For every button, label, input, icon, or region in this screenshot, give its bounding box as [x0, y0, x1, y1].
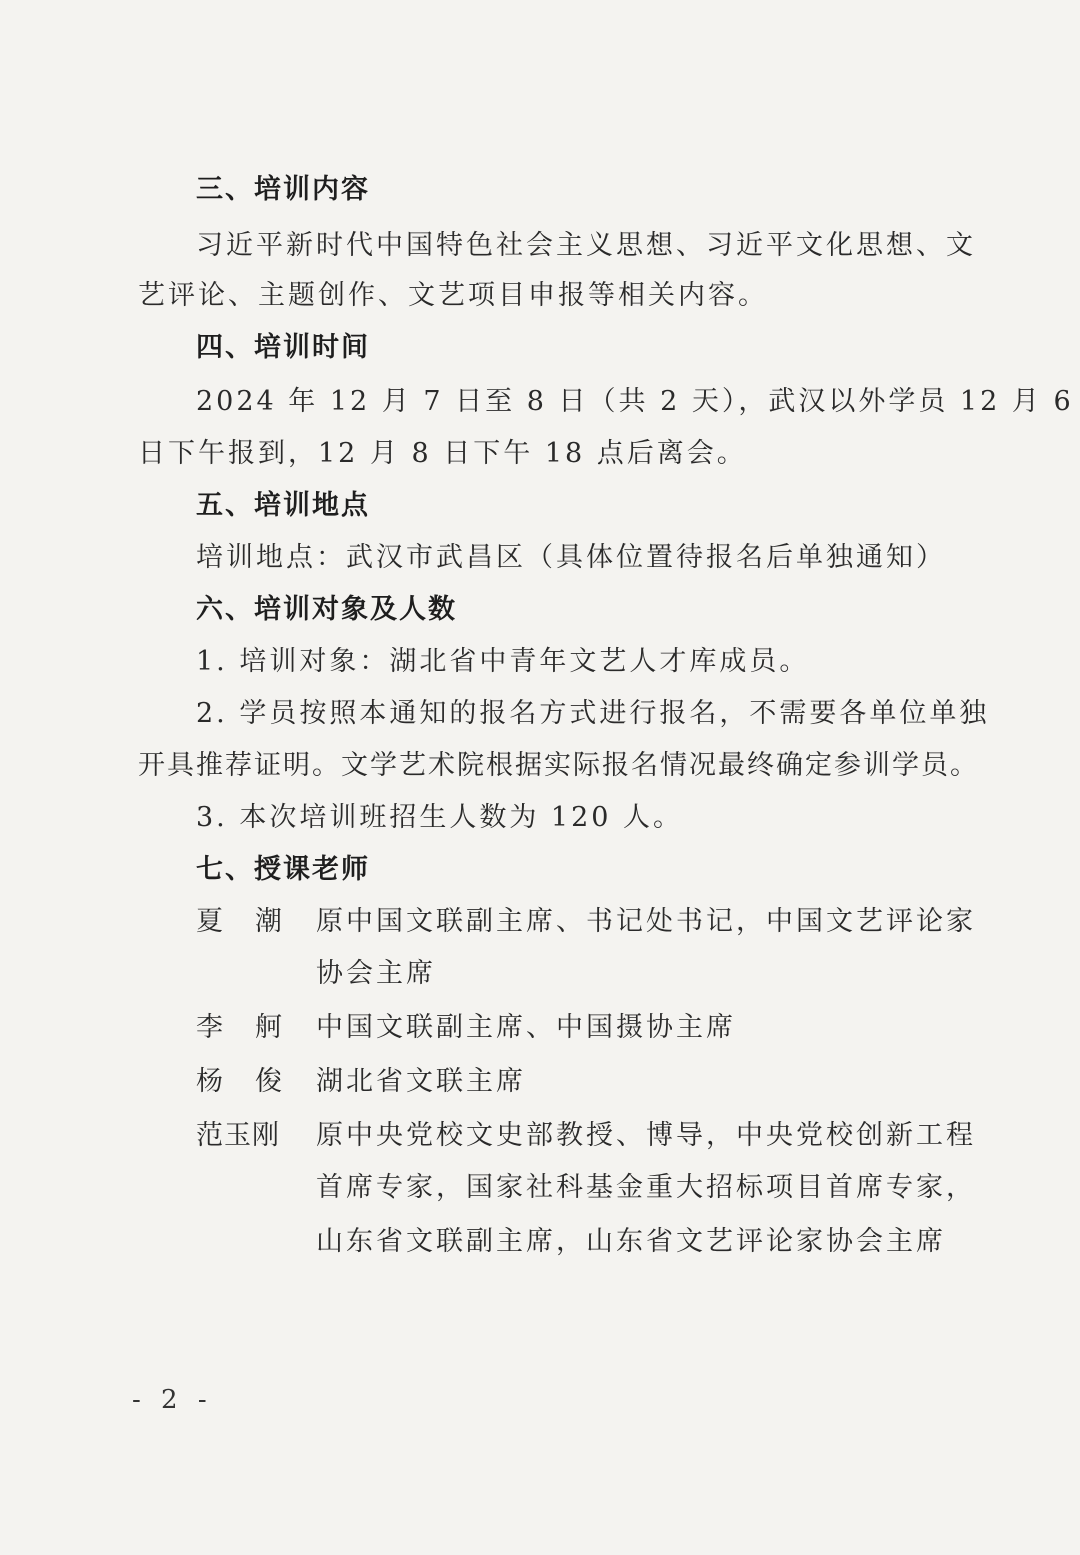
teacher-name-char: 舸	[255, 1012, 282, 1043]
paragraph-line: 培训地点：武汉市武昌区（具体位置待报名后单独通知）	[196, 542, 946, 573]
teacher-name	[196, 1062, 282, 1102]
page-number: - 2 -	[132, 1385, 213, 1415]
paragraph-line: 艺评论、主题创作、文艺项目申报等相关内容。	[138, 280, 768, 311]
teacher-title: 协会主席	[316, 958, 436, 989]
section-heading-training-participants: 六、培训对象及人数	[196, 594, 457, 625]
paragraph-line: 开具推荐证明。文学艺术院根据实际报名情况最终确定参训学员。	[138, 750, 979, 781]
list-item: 1. 培训对象：湖北省中青年文艺人才库成员。	[196, 646, 810, 677]
teacher-name: 范玉刚	[196, 1120, 280, 1151]
teacher-title: 原中国文联副主席、书记处书记，中国文艺评论家	[316, 906, 976, 937]
paragraph-line: 2024 年 12 月 7 日至 8 日（共 2 天），武汉以外学员 12 月 6	[196, 386, 1074, 417]
section-heading-training-location: 五、培训地点	[196, 490, 370, 521]
teacher-name-char: 杨	[196, 1066, 223, 1097]
teacher-name	[196, 902, 282, 942]
list-item: 3. 本次培训班招生人数为 120 人。	[196, 802, 684, 833]
teacher-title: 山东省文联副主席，山东省文艺评论家协会主席	[316, 1226, 946, 1257]
teacher-title: 首席专家，国家社科基金重大招标项目首席专家，	[316, 1172, 976, 1203]
teacher-name-char: 李	[196, 1012, 223, 1043]
teacher-name-char: 俊	[255, 1066, 282, 1097]
teacher-title: 中国文联副主席、中国摄协主席	[316, 1012, 736, 1043]
section-heading-training-content: 三、培训内容	[196, 174, 370, 205]
paragraph-line: 日下午报到，12 月 8 日下午 18 点后离会。	[138, 438, 747, 469]
list-item: 2. 学员按照本通知的报名方式进行报名，不需要各单位单独	[196, 698, 990, 729]
teacher-name-char: 夏	[196, 906, 223, 937]
teacher-title: 原中央党校文史部教授、博导，中央党校创新工程	[316, 1120, 976, 1151]
teacher-name	[196, 1008, 282, 1048]
teacher-title: 湖北省文联主席	[316, 1066, 526, 1097]
teacher-name-char: 潮	[255, 906, 282, 937]
section-heading-training-time: 四、培训时间	[196, 332, 370, 363]
paragraph-line: 习近平新时代中国特色社会主义思想、习近平文化思想、文	[196, 230, 976, 261]
section-heading-instructors: 七、授课老师	[196, 854, 370, 885]
